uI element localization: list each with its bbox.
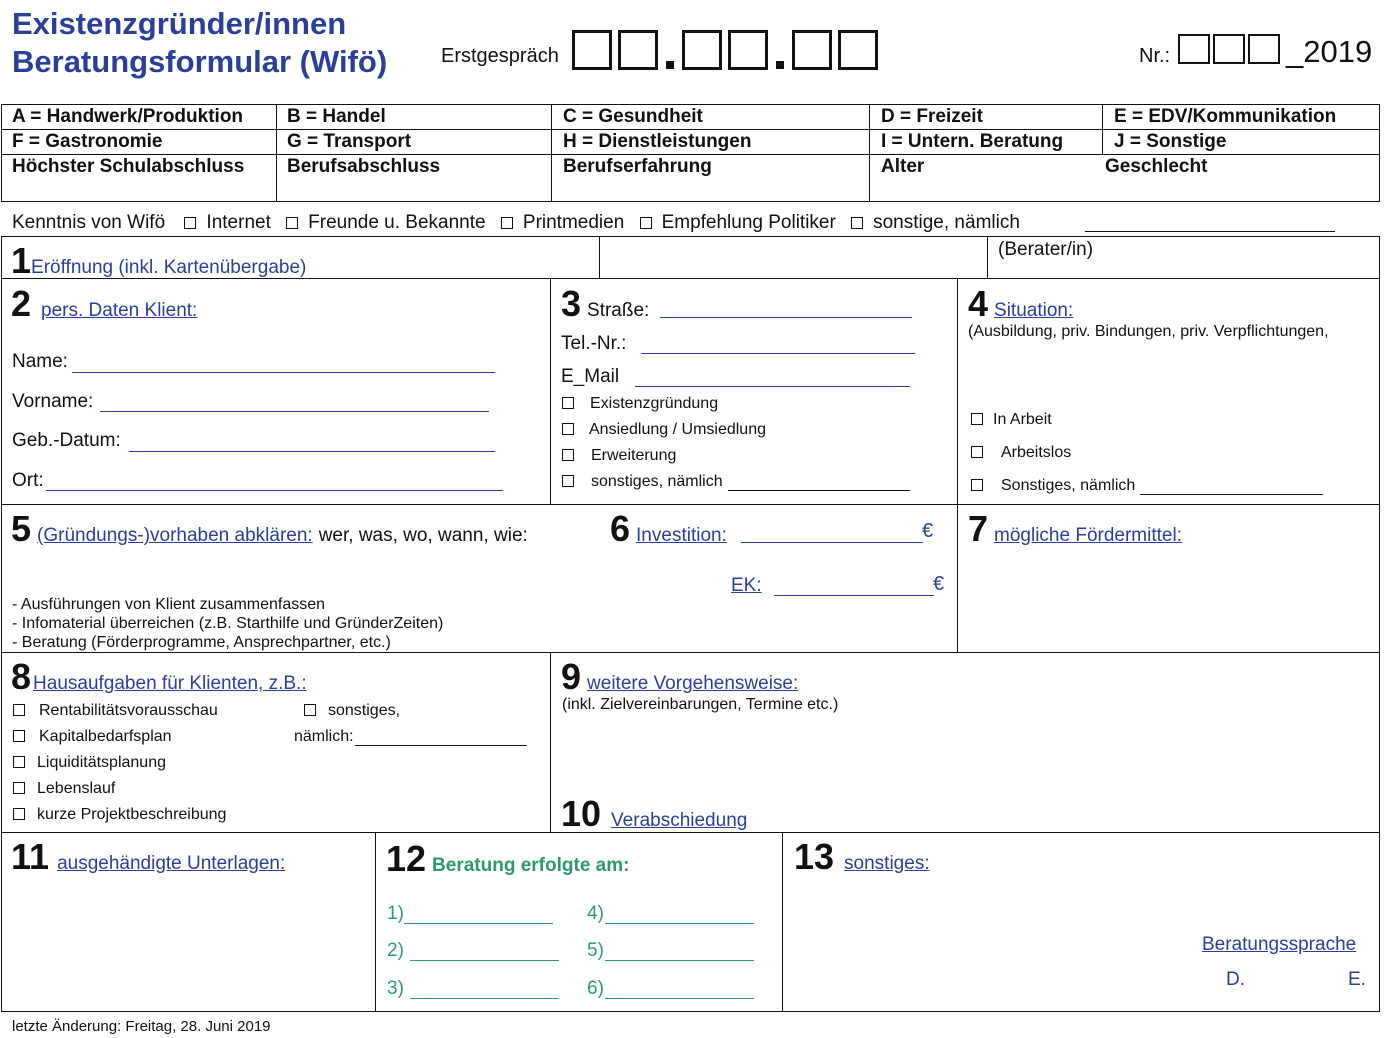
section-1-title: Eröffnung (inkl. Kartenübergabe)	[31, 257, 307, 278]
date-1-input[interactable]	[404, 923, 553, 924]
section-11-number: 11	[11, 836, 50, 877]
section-5-number: 5	[11, 508, 32, 549]
kenntnis-sonstige-line[interactable]	[1085, 231, 1335, 232]
opt-arbeitslos-label: Arbeitslos	[1001, 444, 1072, 461]
strasse-input[interactable]	[660, 317, 912, 318]
email-label: E_Mail	[561, 366, 620, 387]
opt-erweiterung[interactable]	[562, 447, 676, 465]
erstgespraech-label: Erstgespräch	[441, 45, 559, 67]
section-12	[386, 838, 629, 880]
degree-field[interactable]: Berufsabschluss	[287, 156, 441, 177]
category-d: D = Freizeit	[881, 106, 983, 127]
category-c: C = Gesundheit	[563, 106, 703, 127]
opt-rentabilitaet[interactable]	[13, 702, 218, 720]
checkbox[interactable]	[562, 449, 574, 461]
date-5-input[interactable]	[605, 960, 754, 961]
opt-projektbeschreibung[interactable]	[13, 806, 226, 824]
tel-label: Tel.-Nr.:	[561, 333, 627, 354]
kenntnis-internet-label: Internet	[206, 212, 271, 233]
form-title-line2: Beratungsformular (Wifö)	[12, 44, 388, 79]
opt-kapitalbedarf[interactable]	[13, 728, 172, 746]
section-4-number: 4	[968, 283, 989, 324]
vorname-label: Vorname:	[12, 391, 94, 412]
category-g: G = Transport	[287, 131, 412, 152]
opt-liquiditaet-label: Liquiditätsplanung	[37, 754, 166, 771]
tel-input[interactable]	[641, 353, 915, 354]
section-5	[11, 508, 528, 550]
date-2-input[interactable]	[410, 960, 559, 961]
sprache-e-option[interactable]: E.	[1348, 969, 1366, 990]
section-12-number: 12	[386, 838, 427, 879]
opt-sonstiges-8-label: sonstiges,	[328, 702, 401, 719]
naemlich-8-label: nämlich:	[294, 728, 354, 745]
sonstiges-3-line[interactable]	[728, 490, 910, 491]
section-2	[11, 283, 197, 325]
situation-subtitle: (Ausbildung, priv. Bindungen, priv. Verpflichtungen,	[968, 323, 1329, 340]
date-box[interactable]	[792, 30, 832, 70]
kenntnis-politiker[interactable]	[640, 212, 836, 233]
opt-ansiedlung[interactable]	[562, 421, 766, 439]
category-i: I = Untern. Beratung	[881, 131, 1064, 152]
section-7-number: 7	[968, 508, 989, 549]
opt-lebenslauf-label: Lebenslauf	[37, 780, 116, 797]
section-12-title: Beratung erfolgte am:	[432, 855, 630, 876]
section-6-number: 6	[610, 508, 631, 549]
section-8-title: Hausaufgaben für Klienten, z.B.:	[33, 673, 307, 694]
checkbox[interactable]	[13, 756, 25, 768]
section-6	[610, 508, 727, 550]
opt-in-arbeit-label: In Arbeit	[993, 411, 1052, 428]
berater-label[interactable]: (Berater/in)	[998, 239, 1094, 260]
section-9	[561, 656, 798, 698]
kenntnis-freunde-label: Freunde u. Bekannte	[308, 212, 486, 233]
nr-box[interactable]	[1248, 34, 1280, 64]
section-1-number: 1	[11, 240, 32, 281]
section-3	[561, 283, 649, 325]
opt-kapitalbedarf-label: Kapitalbedarfsplan	[39, 728, 172, 745]
kenntnis-label: Kenntnis von Wifö	[12, 212, 166, 233]
opt-arbeitslos[interactable]	[971, 444, 1071, 462]
checkbox[interactable]	[640, 217, 652, 229]
opt-existenzgruendung-label: Existenzgründung	[590, 395, 719, 412]
section-13-title: sonstiges:	[844, 853, 930, 874]
kenntnis-sonstige-label: sonstige, nämlich	[873, 212, 1020, 233]
email-input[interactable]	[635, 386, 910, 387]
checkbox[interactable]	[851, 217, 863, 229]
checkbox[interactable]	[562, 397, 574, 409]
ort-label: Ort:	[12, 470, 44, 491]
investition-input[interactable]	[741, 542, 923, 543]
nr-box[interactable]	[1178, 34, 1210, 64]
checkbox[interactable]	[13, 704, 25, 716]
section-7	[968, 508, 1182, 550]
section-7-title: mögliche Fördermittel:	[994, 525, 1182, 546]
s5-item-2: - Infomaterial überreichen (z.B. Starthilfe und GründerZeiten)	[12, 615, 444, 632]
date-4-label: 4)	[587, 903, 604, 924]
opt-sonstiges-3[interactable]	[562, 473, 723, 491]
checkbox[interactable]	[13, 730, 25, 742]
experience-field[interactable]: Berufserfahrung	[563, 156, 712, 177]
opt-existenzgruendung[interactable]	[562, 395, 718, 413]
category-h: H = Dienstleistungen	[563, 131, 752, 152]
checkbox[interactable]	[286, 217, 298, 229]
date-box[interactable]	[618, 30, 658, 70]
naemlich-8-line[interactable]	[355, 745, 527, 746]
checkbox[interactable]	[184, 217, 196, 229]
date-1-label: 1)	[387, 903, 404, 924]
ek-currency: €	[933, 573, 945, 595]
date-dot	[666, 61, 674, 69]
checkbox[interactable]	[562, 475, 574, 487]
category-j: J = Sonstige	[1114, 131, 1227, 152]
section-5-title: (Gründungs-)vorhaben abklären:	[37, 525, 313, 546]
section-9-number: 9	[561, 656, 582, 697]
date-3-label: 3)	[387, 978, 404, 999]
section-1	[11, 240, 306, 282]
ek-input[interactable]	[774, 595, 934, 596]
section-13	[794, 836, 930, 878]
kenntnis-row	[12, 212, 1020, 234]
section-4	[968, 283, 1073, 325]
category-b: B = Handel	[287, 106, 386, 127]
section-10-title: Verabschiedung	[611, 810, 748, 831]
category-e: E = EDV/Kommunikation	[1114, 106, 1337, 127]
date-box[interactable]	[572, 30, 612, 70]
opt-in-arbeit[interactable]	[971, 411, 1052, 429]
section-4-title: Situation:	[994, 300, 1074, 321]
name-label: Name:	[12, 351, 68, 372]
section-9-title: weitere Vorgehensweise:	[587, 673, 799, 694]
date-3-input[interactable]	[410, 998, 559, 999]
checkbox[interactable]	[971, 446, 983, 458]
strasse-label: Straße:	[587, 300, 650, 321]
kenntnis-politiker-label: Empfehlung Politiker	[661, 212, 836, 233]
s5-item-1: - Ausführungen von Klient zusammenfassen	[12, 596, 326, 613]
kenntnis-sonstige[interactable]	[851, 212, 1020, 233]
section-8-number: 8	[11, 656, 32, 697]
date-dot	[776, 61, 784, 69]
date-2-label: 2)	[387, 940, 404, 961]
date-5-label: 5)	[587, 940, 604, 961]
date-6-label: 6)	[587, 978, 604, 999]
section-8	[11, 656, 307, 698]
section-6-title: Investition:	[636, 525, 727, 546]
checkbox[interactable]	[562, 423, 574, 435]
geb-input[interactable]	[129, 451, 495, 452]
form-title-line1: Existenzgründer/innen	[12, 6, 347, 41]
opt-sonstiges-8[interactable]	[304, 702, 400, 720]
geb-label: Geb.-Datum:	[12, 430, 121, 451]
kenntnis-internet[interactable]	[184, 212, 270, 233]
ek-label: EK:	[731, 575, 762, 596]
section-9-subtitle: (inkl. Zielvereinbarungen, Termine etc.)	[562, 696, 839, 713]
ort-input[interactable]	[46, 490, 503, 491]
nr-box[interactable]	[1213, 34, 1245, 64]
opt-sonstiges-4-label: Sonstiges, nämlich	[1001, 477, 1136, 494]
gender-field[interactable]: Geschlecht	[1105, 156, 1208, 177]
opt-ansiedlung-label: Ansiedlung / Umsiedlung	[589, 421, 766, 438]
section-2-number: 2	[11, 283, 32, 324]
sonstiges-4-line[interactable]	[1140, 494, 1323, 495]
opt-sonstiges-3-label: sonstiges, nämlich	[591, 473, 723, 490]
s5-item-3: - Beratung (Förderprogramme, Ansprechpartner, etc.)	[12, 634, 391, 651]
category-a: A = Handwerk/Produktion	[12, 106, 244, 127]
opt-erweiterung-label: Erweiterung	[591, 447, 677, 464]
section-11	[11, 836, 285, 878]
last-updated: letzte Änderung: Freitag, 28. Juni 2019	[12, 1018, 271, 1035]
date-box[interactable]	[682, 30, 722, 70]
nr-boxes[interactable]	[1178, 34, 1283, 66]
vorname-input[interactable]	[100, 411, 489, 412]
section-5-title-rest: wer, was, wo, wann, wie:	[318, 525, 528, 546]
kenntnis-freunde[interactable]	[286, 212, 485, 233]
section-10-number: 10	[561, 793, 602, 834]
date-6-input[interactable]	[605, 998, 754, 999]
checkbox[interactable]	[13, 808, 25, 820]
section-3-number: 3	[561, 283, 582, 324]
kenntnis-print-label: Printmedien	[522, 212, 625, 233]
erstgespraech-date-boxes[interactable]	[572, 30, 884, 74]
name-input[interactable]	[72, 372, 495, 373]
date-box[interactable]	[838, 30, 878, 70]
checkbox[interactable]	[13, 782, 25, 794]
opt-projektbeschreibung-label: kurze Projektbeschreibung	[37, 806, 227, 823]
opt-lebenslauf[interactable]	[13, 780, 115, 798]
opt-liquiditaet[interactable]	[13, 754, 166, 772]
checkbox[interactable]	[501, 217, 513, 229]
opt-rentabilitaet-label: Rentabilitätsvorausschau	[39, 702, 218, 719]
school-field[interactable]: Höchster Schulabschluss	[12, 156, 245, 177]
checkbox[interactable]	[971, 479, 983, 491]
date-4-input[interactable]	[605, 923, 754, 924]
kenntnis-print[interactable]	[501, 212, 624, 233]
nr-year: _2019	[1286, 34, 1373, 69]
opt-sonstiges-4[interactable]	[971, 477, 1135, 495]
nr-label: Nr.:	[1139, 45, 1171, 67]
section-13-number: 13	[794, 836, 835, 877]
investition-currency: €	[922, 520, 934, 542]
date-box[interactable]	[728, 30, 768, 70]
checkbox[interactable]	[971, 413, 983, 425]
section-2-title: pers. Daten Klient:	[41, 300, 198, 321]
age-field[interactable]: Alter	[881, 156, 925, 177]
section-11-title: ausgehändigte Unterlagen:	[57, 853, 286, 874]
section-10	[561, 793, 747, 835]
beratungssprache-label: Beratungssprache	[1202, 934, 1357, 955]
sprache-d-option[interactable]: D.	[1226, 969, 1245, 990]
checkbox[interactable]	[304, 704, 316, 716]
category-f: F = Gastronomie	[12, 131, 163, 152]
